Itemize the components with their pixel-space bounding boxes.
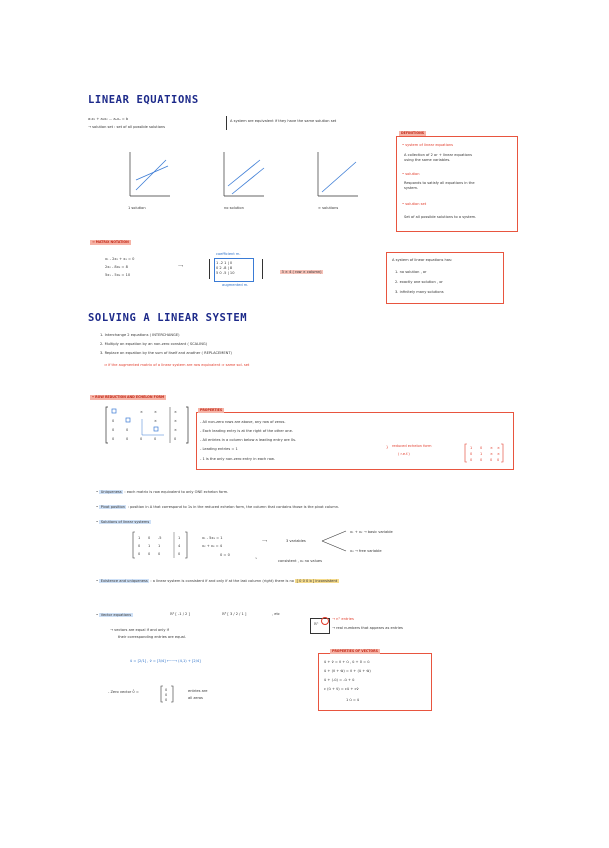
matrix-row-2: 0 2 -8 | 8 bbox=[216, 266, 233, 270]
prop-4: - Leading entries = 1 bbox=[200, 447, 238, 451]
vector-sum-equation: ū = [2/1] , v̄ = [3/4] ⟵⟶ (4,1) + [2/4] bbox=[130, 659, 201, 663]
eq-1: x₁ - 2x₂ + x₃ = 0 bbox=[105, 257, 135, 261]
svg-text:1: 1 bbox=[138, 536, 141, 540]
svg-text:0: 0 bbox=[470, 458, 473, 462]
svg-text:0: 0 bbox=[178, 552, 181, 556]
def1-head: • system of linear equations bbox=[402, 143, 454, 147]
step-3: 3. Replace an equation by the sum of itself and another ( REPLACEMENT) bbox=[100, 351, 232, 355]
sys-eq-3: 0 = 0 bbox=[220, 553, 230, 557]
def2-body1: Responds to satisfy all equations in the bbox=[404, 181, 475, 185]
svg-text:0: 0 bbox=[126, 437, 129, 441]
svg-text:1: 1 bbox=[470, 446, 473, 450]
svg-text:×: × bbox=[154, 410, 157, 414]
system-line-3: 2. exactly one solution , or bbox=[395, 280, 443, 284]
svg-text:0: 0 bbox=[126, 428, 129, 432]
consistent-note: consistent , x₃ no values bbox=[278, 559, 322, 563]
svg-text:0: 0 bbox=[497, 458, 500, 462]
vec-prop-1: ū + v̄ = v̄ + ū , ū + 0 = ū bbox=[324, 660, 370, 664]
svg-text:1: 1 bbox=[158, 544, 161, 548]
step-1: 1. Interchange 2 equations ( INTERCHANGE) bbox=[100, 333, 180, 337]
echelon-matrix bbox=[104, 405, 190, 445]
vector-r2: ℝ² [ -1 / 2 ] bbox=[170, 612, 190, 616]
properties-label: PROPERTIES bbox=[200, 408, 223, 413]
svg-text:0: 0 bbox=[480, 458, 483, 462]
graph-one-solution bbox=[130, 152, 170, 196]
matrix-row-1: 1 -2 1 | 0 bbox=[216, 261, 233, 265]
etc-label: , etc bbox=[272, 612, 280, 616]
pivot-line: • Pivot position : position in A that correspond to 1s in the reduced echelon form, the column that contains those is the pivot column. bbox=[96, 505, 340, 509]
svg-text:1: 1 bbox=[178, 536, 181, 540]
svg-text:0: 0 bbox=[174, 437, 177, 441]
zero-vector-note-2: all zeros bbox=[188, 696, 203, 700]
prop-2: - Each leading entry is at the right of the other one. bbox=[200, 429, 293, 433]
solutions-head: • Solutions of linear systems bbox=[96, 520, 150, 524]
brace: } bbox=[386, 445, 389, 449]
n-circle bbox=[321, 617, 329, 625]
system-line-4: 3. infinitely many solutions bbox=[395, 290, 444, 294]
svg-text:4: 4 bbox=[178, 544, 181, 548]
svg-text:1: 1 bbox=[480, 452, 483, 456]
def2-head: • solution bbox=[402, 172, 420, 176]
prop-5: - 1 is the only non-zero entry in each row. bbox=[200, 457, 275, 461]
uniqueness-line: • Uniqueness : each matrix is row equivalent to only ONE echelon form. bbox=[96, 490, 229, 494]
size-note: 3 × 4 ( row × column) bbox=[281, 270, 322, 274]
reduced-echelon-matrix bbox=[464, 442, 504, 464]
sys-eq-1: x₁ - 5x₃ = 1 bbox=[202, 536, 223, 540]
vec-prop-3: ū + (-ū) = -ū + ū bbox=[324, 678, 355, 682]
n-entries-label: → n° entries bbox=[332, 617, 354, 621]
svg-text:×: × bbox=[140, 410, 143, 414]
real-numbers-label: → real numbers that appears as entries bbox=[332, 626, 403, 630]
echelon-label: • ROW REDUCTION AND ECHELON FORM bbox=[92, 395, 165, 400]
svg-text:0: 0 bbox=[470, 452, 473, 456]
system-line-2: 1. no solution , or bbox=[395, 270, 427, 274]
svg-text:×: × bbox=[490, 452, 493, 456]
def1-body2: using the same variables. bbox=[404, 158, 451, 162]
vec-prop-2: ū + (v̄ + w̄) = v̄ + (ū + w̄) bbox=[324, 669, 371, 673]
consistent-arrow: ⤷ bbox=[255, 556, 258, 560]
system-line-1: A system of linear equations has: bbox=[392, 258, 453, 262]
zero-vector-note-1: entries are bbox=[188, 689, 208, 693]
solution-graphs bbox=[118, 150, 378, 210]
arrow-icon: ⟶ bbox=[178, 264, 184, 268]
svg-text:1: 1 bbox=[148, 544, 151, 548]
eq-3: 5x₁ - 5x₃ = 10 bbox=[105, 273, 131, 277]
reduced-label-1: reduced echelon form bbox=[392, 444, 432, 448]
svg-text:0: 0 bbox=[112, 428, 115, 432]
vector-r3: ℝ³ [ 3 / 2 / 1 ] bbox=[222, 612, 247, 616]
row-equivalent-note: ⇒ if the augmented matrix of a linear system are row equivalent ⇒ same sol. set bbox=[104, 363, 250, 367]
prop-3: - All entries in a column below a leading entry are 0s. bbox=[200, 438, 297, 442]
svg-text:0: 0 bbox=[165, 688, 168, 692]
augmented-label: augmented m. bbox=[222, 283, 249, 287]
vec-prop-5: 1 ū = ū bbox=[346, 698, 360, 702]
basic-variable: x₁ + x₂ → basic variable bbox=[350, 530, 393, 534]
zero-vector-label: - Zero vector 0̄ = bbox=[108, 690, 139, 694]
svg-text:0: 0 bbox=[148, 536, 151, 540]
sys-eq-2: x₂ + x₃ = 4 bbox=[202, 544, 223, 548]
def2-body2: system. bbox=[404, 186, 419, 190]
svg-text:0: 0 bbox=[165, 698, 168, 702]
graph-label-1: 1 solution bbox=[128, 206, 146, 210]
matrix-row-3: 5 0 -5 | 10 bbox=[216, 271, 235, 275]
svg-text:0: 0 bbox=[148, 552, 151, 556]
svg-text:×: × bbox=[497, 452, 500, 456]
svg-text:0: 0 bbox=[158, 552, 161, 556]
svg-text:0: 0 bbox=[140, 437, 143, 441]
reduced-label-2: ( r.e.f.) bbox=[398, 452, 410, 456]
def3-head: • solution set bbox=[402, 202, 427, 206]
svg-text:0: 0 bbox=[112, 437, 115, 441]
def3-body: Set of all possible solutions to a system. bbox=[404, 215, 477, 219]
svg-text:0: 0 bbox=[165, 693, 168, 697]
svg-text:0: 0 bbox=[490, 458, 493, 462]
svg-text:0: 0 bbox=[480, 446, 483, 450]
equal-note-1: → vectors are equal if and only if bbox=[110, 628, 169, 632]
branch-lines bbox=[320, 528, 348, 554]
svg-text:×: × bbox=[490, 446, 493, 450]
equivalent-note: A system are equivalent if they have the same solution set bbox=[230, 119, 337, 123]
svg-text:0: 0 bbox=[154, 437, 157, 441]
vectors-head: • Vector equations bbox=[96, 613, 132, 617]
rn-symbol: ℝⁿ bbox=[314, 622, 319, 626]
graph-infinite-solutions bbox=[318, 152, 358, 196]
svg-text:0: 0 bbox=[138, 544, 141, 548]
vector-properties-label: PROPERTIES OF VECTORS bbox=[332, 649, 378, 654]
prop-1: - All non-zero rows are above, any row of zeros. bbox=[200, 420, 286, 424]
definitions-label: DEFINITIONS bbox=[401, 131, 425, 136]
svg-text:-5: -5 bbox=[158, 536, 162, 540]
vec-prop-4: c (ū + v̄) = cū + cv̄ bbox=[324, 687, 359, 691]
step-2: 2. Multiply an equation by an non-zero constant ( SCALING) bbox=[100, 342, 208, 346]
variables-label: 3 variables bbox=[286, 539, 306, 543]
divider bbox=[226, 116, 227, 130]
zero-vector-matrix bbox=[160, 684, 174, 704]
graph-label-3: ∞ solutions bbox=[318, 206, 339, 210]
matrix-notation-label: → MATRIX NOTATION bbox=[92, 240, 129, 245]
svg-text:×: × bbox=[174, 428, 177, 432]
arrow-icon-2: ⟶ bbox=[262, 539, 268, 543]
svg-text:×: × bbox=[174, 410, 177, 414]
solution-set-note: → solution set : set of all possible solutions bbox=[88, 125, 166, 129]
existence-line: • Existence and uniqueness : a linear system is consistent if and only if at the last column (right) there is no [ 0 0 0 b ] inconsistent bbox=[96, 579, 338, 583]
linear-equation-formula: a₁x₁ + a₂x₂ ... aₙxₙ = b bbox=[88, 117, 129, 121]
eq-2: 2x₂ - 8x₃ = 8 bbox=[105, 265, 128, 269]
graph-no-solution bbox=[224, 152, 264, 196]
graph-label-2: no solution bbox=[224, 206, 244, 210]
svg-text:0: 0 bbox=[112, 419, 115, 423]
title-solving-linear-system: SOLVING A LINEAR SYSTEM bbox=[88, 312, 248, 324]
svg-text:×: × bbox=[497, 446, 500, 450]
free-variable: x₃ → free variable bbox=[350, 549, 382, 553]
title-linear-equations: LINEAR EQUATIONS bbox=[88, 94, 199, 106]
coefficient-label: coefficient m. bbox=[216, 252, 241, 256]
equal-note-2: their corresponding entries are equal. bbox=[118, 635, 186, 639]
svg-text:0: 0 bbox=[138, 552, 141, 556]
svg-text:×: × bbox=[154, 419, 157, 423]
solution-matrix bbox=[132, 530, 188, 560]
svg-text:×: × bbox=[174, 419, 177, 423]
def1-body1: A collection of 2 or + linear equations bbox=[404, 153, 473, 157]
